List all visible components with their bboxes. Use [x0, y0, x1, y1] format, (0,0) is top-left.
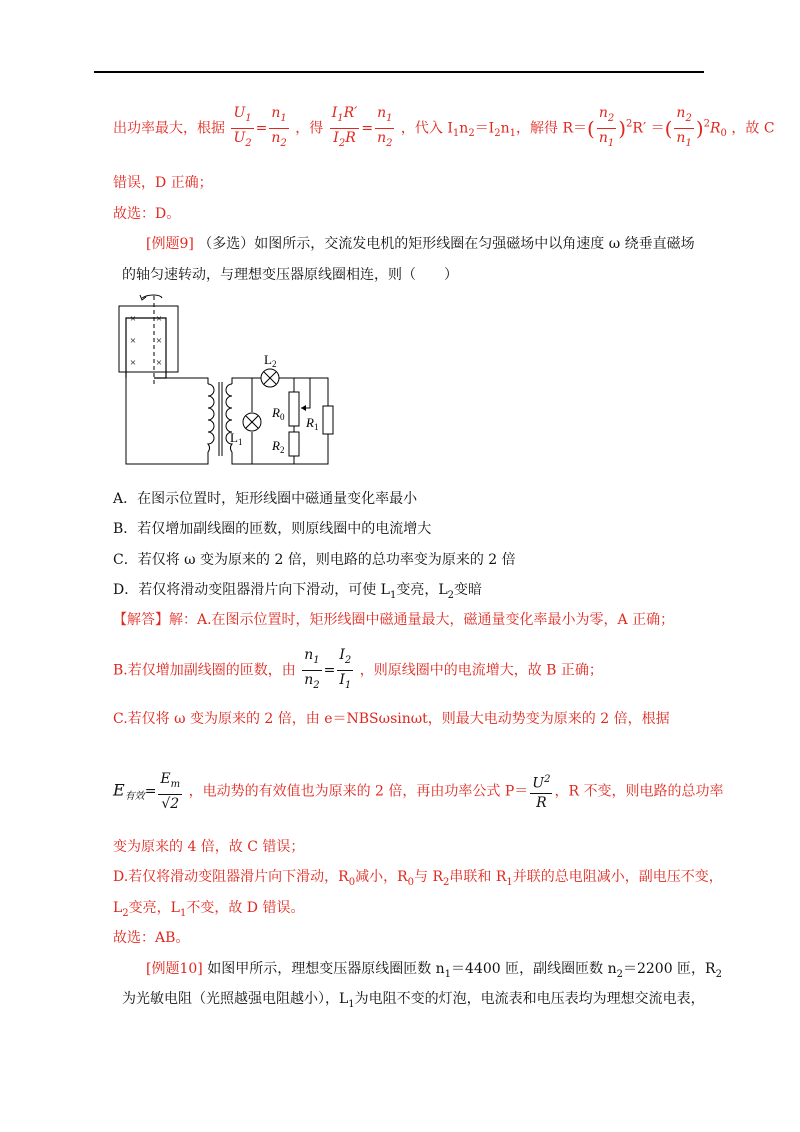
label-r0: $R_0$ — [272, 405, 285, 422]
fraction-u2-r: $\frac{U^2}{R}$ — [530, 771, 552, 812]
svg-text:×: × — [155, 335, 163, 347]
fraction-i2-i1: $\frac{I_2}{I_1}$ — [339, 647, 352, 691]
answer-c-line-1: C.若仅将 ω 变为原来的 2 倍，由 e＝NBSωsinωt，则最大电动势变为原来的 2 倍，根据 — [113, 711, 670, 727]
svg-text:×: × — [155, 357, 163, 369]
option-a: A．在图示位置时，矩形线圈中磁通量变化率最小 — [113, 491, 418, 507]
field-cross-marks — [130, 313, 162, 369]
lamp-l1-icon — [243, 413, 261, 431]
option-d: D．若仅将滑动变阻器滑片向下滑动，可使 $L_1$变亮，$L_2$变暗 — [113, 582, 483, 601]
primary-lead-bottom — [126, 378, 208, 464]
label-l1: $L_1$ — [230, 430, 243, 447]
continuation-line-1: 出功率最大，根据 $\frac{U_1}{U_2}$ = $\frac{n_1}{n_2}$ ，得 $\frac{I_1R'}{I_2R}$ = $\frac{n_1}{n_2}$ ，代入 $I_1n_2=I_2n_1$，解得 R＝( $\frac{n_2}{n_1}$ )$^2$R′ ＝( $\frac{n_2}{n_1}$ )$^2R_0$ ，故 C — [113, 104, 775, 153]
primary-lead-top — [154, 378, 208, 384]
answer-d-line-1: D.若仅将滑动变阻器滑片向下滑动，$R_0$减小，$R_0$与 $R_2$串联和 $R_1$并联的总电阻减小，副电压不变， — [113, 869, 723, 888]
slider-arrow-icon — [301, 378, 310, 408]
fraction-i1r-i2r: $\frac{I_1R'}{I_2R}$ — [331, 105, 358, 149]
answer-choice: 故选：AB。 — [113, 930, 190, 946]
resistor-r2 — [289, 432, 299, 456]
header-rule — [94, 71, 704, 73]
text: 出功率最大，根据 — [113, 120, 225, 137]
svg-text:×: × — [129, 335, 137, 347]
example-9-stem-line-2: 的轴匀速转动，与理想变压器原线圈相连，则（ ） — [122, 267, 458, 283]
fraction-n2-n1-b: $\frac{n_2}{n_1}$ — [676, 105, 692, 149]
example-10-stem-line-2: 为光敏电阻（光照越强电阻越小），$L_1$为电阻不变的灯泡，电流表和电压表均为理想交流电表， — [122, 991, 705, 1010]
resistor-r1 — [323, 406, 333, 434]
label-r2: $R_2$ — [272, 438, 285, 455]
circuit-diagram — [118, 292, 348, 477]
answer-a: 【解答】解：A.在图示位置时，矩形线圈中磁通量最大，磁通量变化率最小为零，A 正确； — [113, 612, 675, 628]
rectangular-coil — [126, 318, 166, 378]
answer-c-line-2: $E_{有效}=$ $\frac{E_m}{√2}$ ，电动势的有效值也为原来的 2 倍，再由功率公式 P＝ $\frac{U^2}{R}$ ，R 不变，则电路的总功率 — [113, 771, 724, 812]
fraction-n2-n1: $\frac{n_2}{n_1}$ — [598, 105, 615, 149]
example-9-tag: [例题9] — [146, 236, 194, 252]
answer-c-line-3: 变为原来的 4 倍，故 C 错误； — [113, 839, 305, 855]
answer-b: B.若仅增加副线圈的匝数，由 $\frac{n_1}{n_2}$ = $\frac{I_2}{I_1}$ ，则原线圈中的电流增大，故 B 正确； — [113, 646, 603, 695]
resistor-r0 — [289, 392, 299, 426]
example-10-tag: [例题10] — [146, 961, 203, 977]
svg-text:×: × — [129, 357, 137, 369]
fraction-n1-n2-b: $\frac{n_1}{n_2}$ — [377, 105, 393, 149]
label-r1: $R_1$ — [306, 415, 319, 432]
answer-tag: 【解答】 — [113, 612, 169, 628]
svg-text:×: × — [129, 313, 137, 325]
label-l2: $L_2$ — [264, 352, 277, 369]
continuation-line-2: 错误，D 正确； — [113, 175, 213, 191]
example-9-stem-line-1: [例题9] （多选）如图所示，交流发电机的矩形线圈在匀强磁场中以角速度 ω 绕垂直磁场 — [146, 236, 695, 252]
primary-coil — [208, 384, 214, 452]
option-c: C．若仅将 ω 变为原来的 2 倍，则电路的总功率变为原来的 2 倍 — [113, 552, 516, 568]
svg-text:×: × — [155, 313, 163, 325]
option-b: B．若仅增加副线圈的匝数，则原线圈中的电流增大 — [113, 521, 432, 537]
lamp-l2-icon — [261, 369, 279, 387]
answer-choice-previous: 故选：D。 — [113, 206, 181, 222]
example-10-stem-line-1: [例题10] 如图甲所示，理想变压器原线圈匝数 $n_1=4400$ 匝，副线圈匝数 $n_2=2200$ 匝，$R_2$ — [146, 961, 722, 980]
fraction-n1n2-i2i1: $\frac{n_1}{n_2}$ — [304, 647, 320, 691]
fraction-em-sqrt2: $\frac{E_m}{√2}$ — [160, 771, 181, 812]
magnetic-field-box — [119, 306, 178, 372]
answer-d-line-2: $L_2$变亮，$L_1$不变，故 D 错误。 — [113, 900, 305, 919]
fraction-n1-n2: $\frac{n_1}{n_2}$ — [271, 105, 287, 149]
fraction-u1-u2: $\frac{U_1}{U_2}$ — [233, 105, 252, 149]
